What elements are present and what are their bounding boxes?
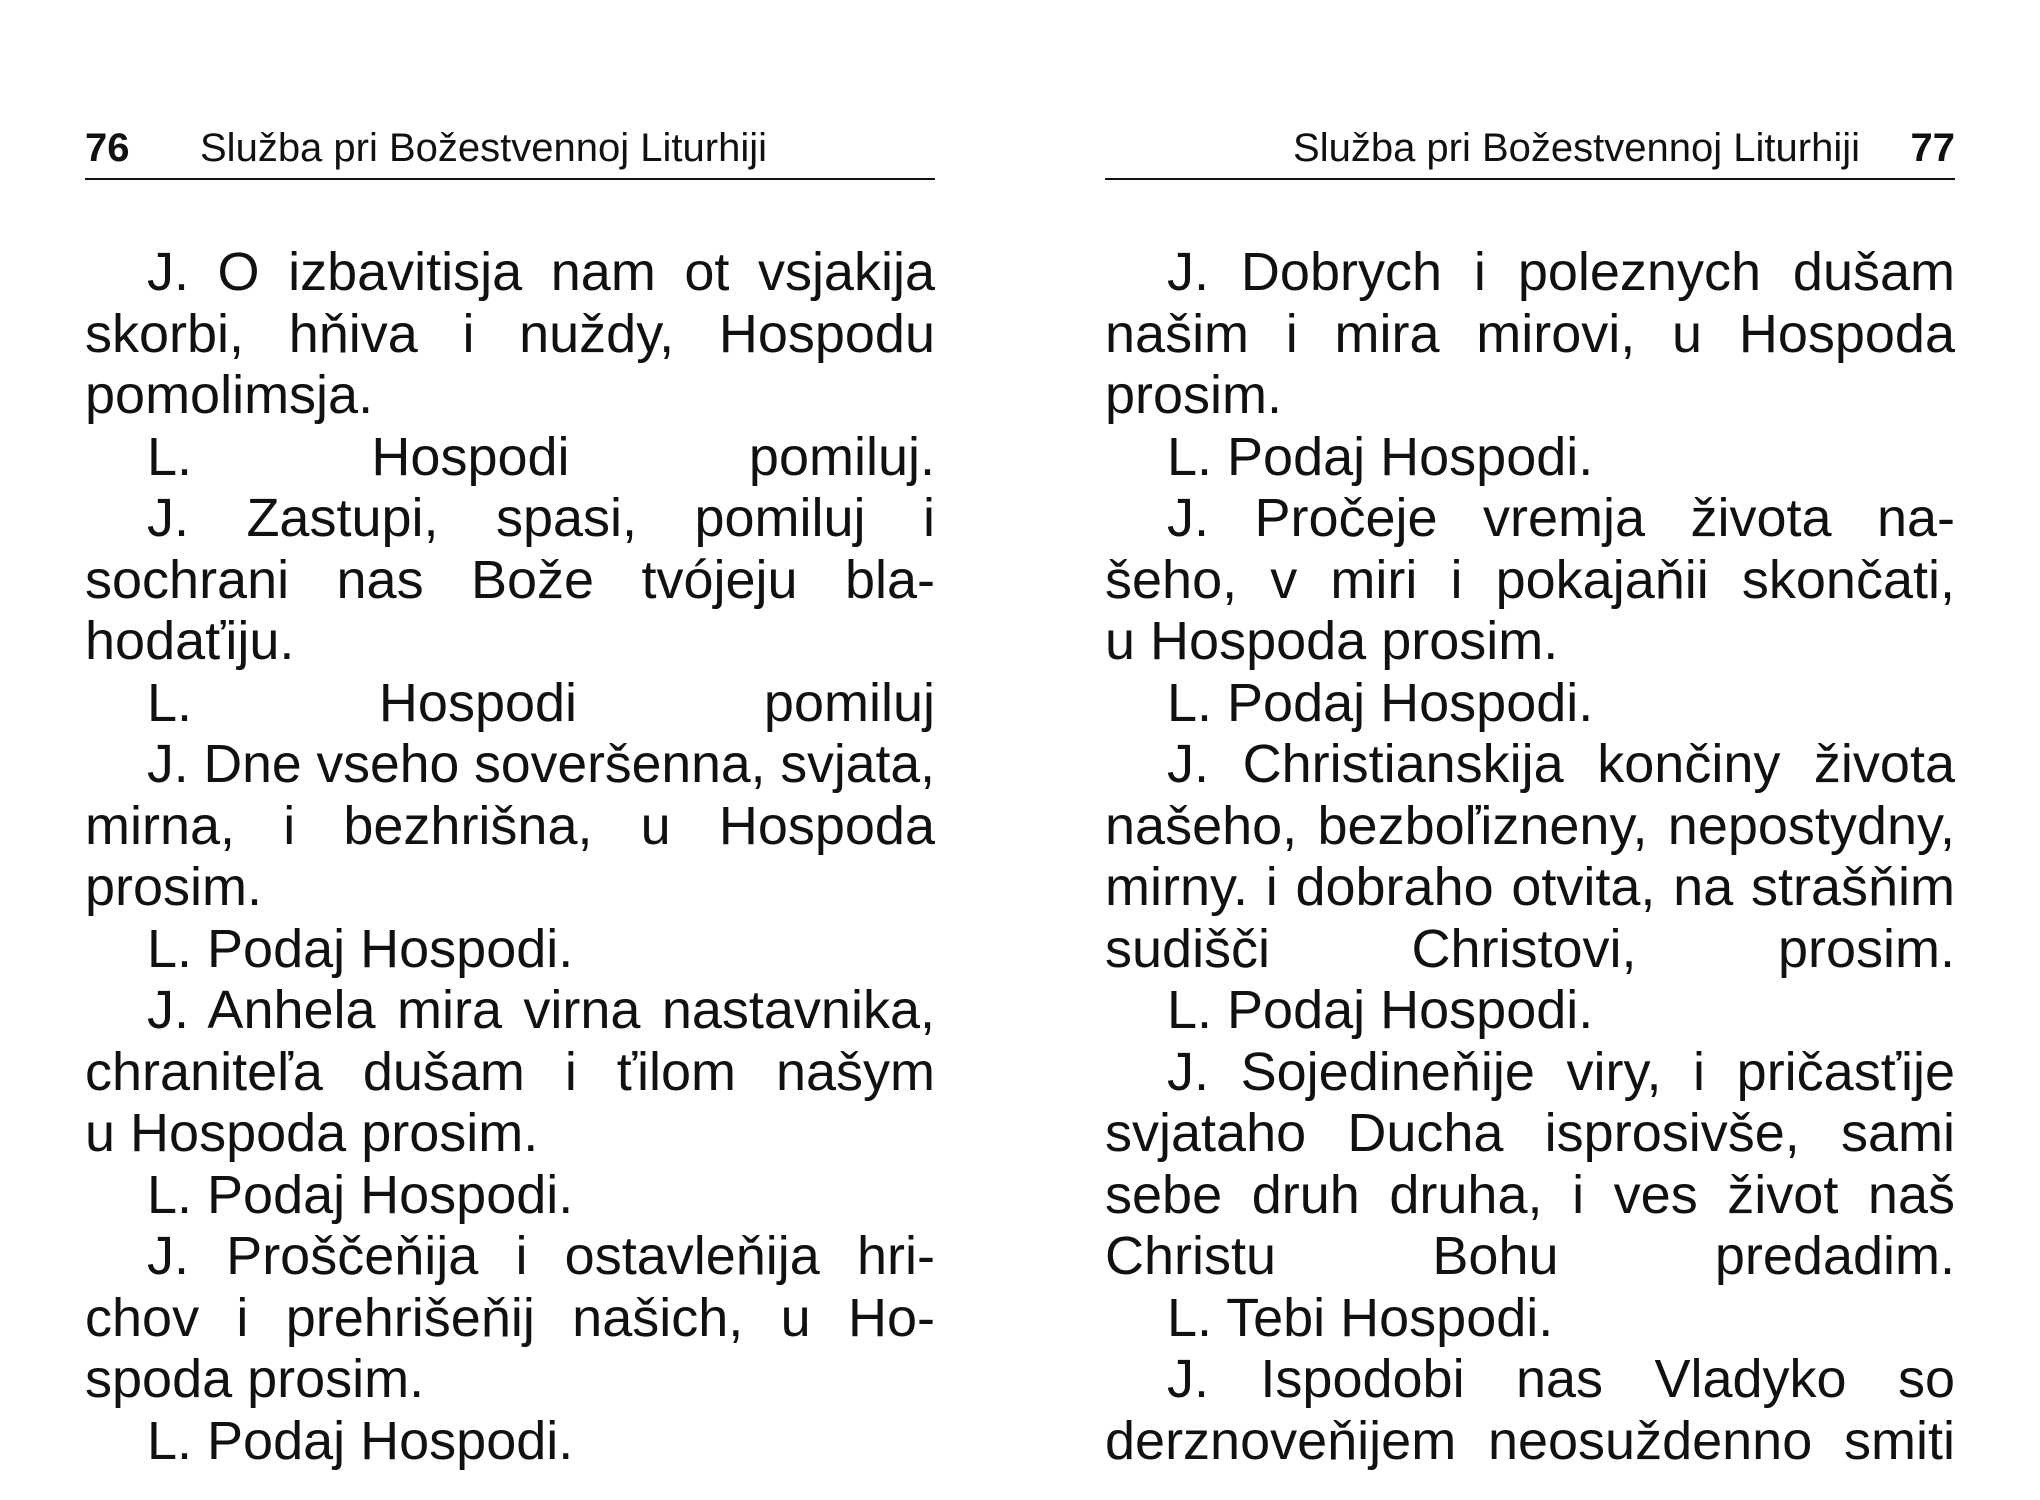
text-line: spoda prosim. xyxy=(85,1349,425,1409)
text-line: prosim. xyxy=(1105,365,1283,425)
text-line: J. Anhela mira virna nastavnika, xyxy=(147,980,935,1040)
text-line: L. Podaj Hospodi. xyxy=(147,1164,574,1225)
text-line: J. Proščeňija i ostavleňija hri- xyxy=(147,1226,935,1286)
text-line: derznoveňijem neosuždenno smiti xyxy=(1105,1410,1955,1471)
text-line: J. Ispodobi nas Vladyko so xyxy=(1167,1349,1955,1409)
text-line: sebe druh druha, i ves život naš xyxy=(1105,1164,1955,1225)
running-head xyxy=(1105,118,1955,180)
text-line: šeho, v miri i pokajaňii skončati, xyxy=(1105,549,1955,610)
text-line: J. Zastupi, spasi, pomiluj i xyxy=(147,488,935,548)
page-number: 76 xyxy=(85,126,130,170)
text-line: u Hospoda prosim. xyxy=(85,1103,539,1163)
text-line: L. Podaj Hospodi. xyxy=(1167,980,1594,1040)
text-line: prosim. xyxy=(85,857,263,917)
text-line: J. Christianskija končiny života xyxy=(1167,734,1955,794)
running-title: Služba pri Božestvennoj Liturhiji xyxy=(200,126,767,170)
text-line: L. Podaj Hospodi. xyxy=(1167,426,1594,487)
text-line: sudišči Christovi, prosim. xyxy=(1105,918,1955,979)
text-line: hodaťiju. xyxy=(85,611,295,671)
text-line: L. Tebi Hospodi. xyxy=(1167,1287,1554,1348)
text-line: našim i mira mirovi, u Hospoda xyxy=(1105,303,1955,364)
running-title: Služba pri Božestvennoj Liturhiji xyxy=(1293,126,1860,170)
page-number: 77 xyxy=(1910,126,1955,170)
text-line: mirna, i bezhrišna, u Hospoda xyxy=(85,795,935,856)
page-text xyxy=(85,242,935,1472)
text-line: J. Dne vseho soveršenna, svjata, xyxy=(147,734,935,794)
text-line: chraniteľa dušam i ťilom našym xyxy=(85,1041,935,1102)
running-head xyxy=(85,118,935,180)
text-line: našeho, bezboľizneny, nepostydny, xyxy=(1105,795,1955,856)
text-line: L. Hospodi pomiluj xyxy=(147,672,935,733)
text-line: J. Sojedineňije viry, i pričasťije xyxy=(1167,1041,1955,1102)
text-line: skorbi, hňiva i nuždy, Hospodu xyxy=(85,303,935,364)
page-text xyxy=(1105,242,1955,1472)
text-line: L. Podaj Hospodi. xyxy=(1167,672,1594,733)
text-line: chov i prehrišeňij našich, u Ho- xyxy=(85,1287,935,1348)
text-line: J. Pročeje vremja života na- xyxy=(1167,488,1955,548)
text-line: svjataho Ducha isprosivše, sami xyxy=(1105,1103,1955,1163)
text-line: mirny. i dobraho otvita, na strašňim xyxy=(1105,857,1955,917)
text-line: sochrani nas Bože tvójeju bla- xyxy=(85,549,935,610)
text-line: Christu Bohu predadim. xyxy=(1105,1226,1955,1286)
text-line: J. O izbavitisja nam ot vsjakija xyxy=(147,242,935,302)
text-line: L. Podaj Hospodi. xyxy=(147,918,574,979)
text-line: u Hospoda prosim. xyxy=(1105,611,1559,671)
text-line: pomolimsja. xyxy=(85,365,374,425)
text-line: L. Podaj Hospodi. xyxy=(147,1410,574,1471)
text-line: L. Hospodi pomiluj. xyxy=(147,426,935,487)
text-line: J. Dobrych i poleznych dušam xyxy=(1167,242,1955,302)
